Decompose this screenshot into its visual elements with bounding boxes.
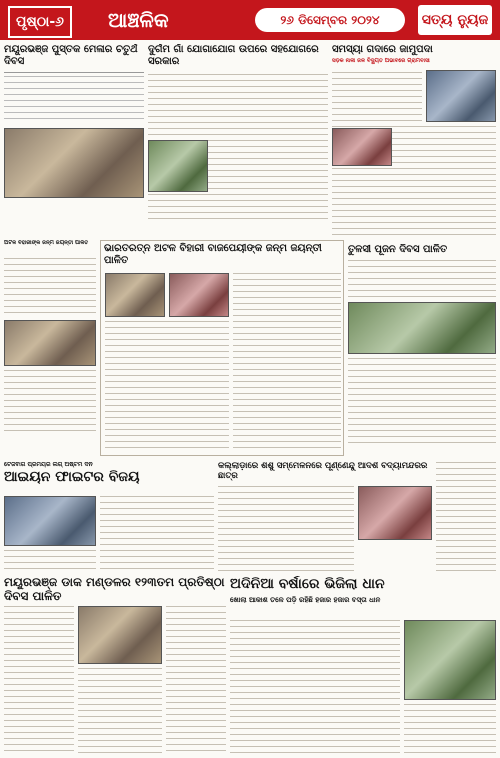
tulsi-photo	[348, 302, 496, 354]
paddy-photo	[404, 620, 496, 700]
ceremony-photo	[4, 320, 96, 366]
article-headline: ମୟୂରଭଞ୍ଜ ଡାକ ମଣ୍ଡଳର ୧୨୩ତମ ପ୍ରତିଷ୍ଠା ଦିବସ ପାଳିତ	[4, 576, 225, 603]
article-body-text	[4, 370, 96, 436]
article-headline: ସମସ୍ୟା ଗଦାରେ ଜାମୁପଦା	[332, 44, 433, 55]
article-jamupada	[332, 44, 496, 240]
article-headline: ତୁଳସୀ ପୂଜନ ଦିବସ ପାଳିତ	[348, 244, 448, 255]
article-subheadline: ସଡ଼କ ନାଳୀ ଜଳ ବିଦ୍ୟୁତ ଅଭାବରେ ଗ୍ରାମବାସୀ	[332, 57, 430, 64]
issue-date: ୨୬ ଡିସେମ୍ବର ୨୦୨୪	[255, 8, 405, 32]
article-subheadline: ଖୋଲା ଆକାଶ ତଳେ ପଡ଼ି ରହିଛି ହଜାର ହଜାର ବସ୍ତା ଧାନ	[230, 596, 381, 605]
event-photo-1	[105, 273, 165, 317]
article-body-text	[4, 76, 144, 126]
article-tulsi	[348, 244, 496, 444]
article-body-text	[404, 704, 496, 756]
article-atal-jayanti	[4, 240, 96, 436]
article-headline: ଅଟଳ ବିହାରୀଙ୍କ ଜନ୍ମ ଜୟନ୍ତୀ ପାଳିତ	[4, 240, 89, 246]
article-body-text	[230, 620, 400, 756]
article-postal-division	[4, 576, 226, 756]
article-headline: କିଲ୍ଲାଡ଼ାରେ ଶିଶୁ ସମ୍ମେଳନରେ ପୂର୍ଣ୍ଣେନ୍ଦୁ ଆଦର୍ଶ ବିଦ୍ୟାମନ୍ଦିରର ଛାତ୍ର	[218, 462, 428, 481]
divider	[4, 72, 144, 73]
match-photo	[4, 496, 96, 546]
page-number: ପୃଷ୍ଠା-୬	[8, 6, 72, 38]
article-body-text	[348, 358, 496, 444]
postal-event-photo	[78, 606, 162, 664]
section-title: ଆଞ୍ଚଳିକ	[108, 8, 169, 32]
article-body-text	[436, 462, 496, 572]
villagers-photo	[332, 128, 392, 166]
article-headline: ଅଦିନିଆ ବର୍ଷାରେ ଭିଜିଲା ଧାନ	[230, 576, 385, 592]
article-killada	[218, 462, 432, 572]
article-headline: ଦୁର୍ଗମ ଗାଁ ଯୋଗାଯୋଗ ଉପରେ ସହଯୋଗରେ ସରକାର	[148, 44, 319, 67]
text-lines	[4, 76, 144, 124]
article-body-text	[100, 496, 214, 572]
village-photo	[148, 140, 208, 192]
event-photo-2	[169, 273, 229, 317]
article-body-text	[4, 550, 96, 572]
article-bharat-ratna	[100, 240, 344, 456]
article-book-fair	[4, 44, 144, 224]
article-headline: ମୟୂରଭଞ୍ଜ ପୁସ୍ତକ ମେଳାର ଚତୁର୍ଥ ଦିବସ	[4, 44, 138, 67]
article-body-text	[105, 321, 229, 453]
page-header	[0, 0, 500, 40]
article-body-text	[348, 260, 496, 300]
book-fair-photo	[4, 128, 144, 198]
article-body-text	[4, 606, 74, 756]
article-headline: ଆଇୟନ ଫାଇଟର ବିଜୟ	[4, 468, 140, 485]
article-body-text	[166, 606, 226, 756]
jamupada-photo	[426, 70, 496, 122]
article-body-text	[4, 258, 96, 318]
article-remote-village	[148, 44, 328, 224]
article-premier-league	[4, 462, 214, 572]
article-body-text	[332, 72, 422, 122]
students-photo	[358, 486, 432, 540]
article-body-text	[78, 668, 162, 756]
article-kicker: ଟେଜବାଗ ପ୍ରିମିୟର ଲିଗ୍ ଅଷ୍ଟମ ଦିନ	[4, 462, 93, 468]
article-body-text	[233, 273, 341, 453]
article-unseasonal-rain	[230, 576, 496, 756]
brand-logo: ସତ୍ୟ ନ୍ୟୁଜ	[418, 5, 492, 35]
article-body-text	[218, 486, 354, 572]
article-headline: ଭାରତରତ୍ନ ଅଟଳ ବିହାରୀ ବାଜପେୟୀଙ୍କ ଜନ୍ମ ଜୟନ୍ତୀ ପାଳିତ	[104, 243, 322, 266]
